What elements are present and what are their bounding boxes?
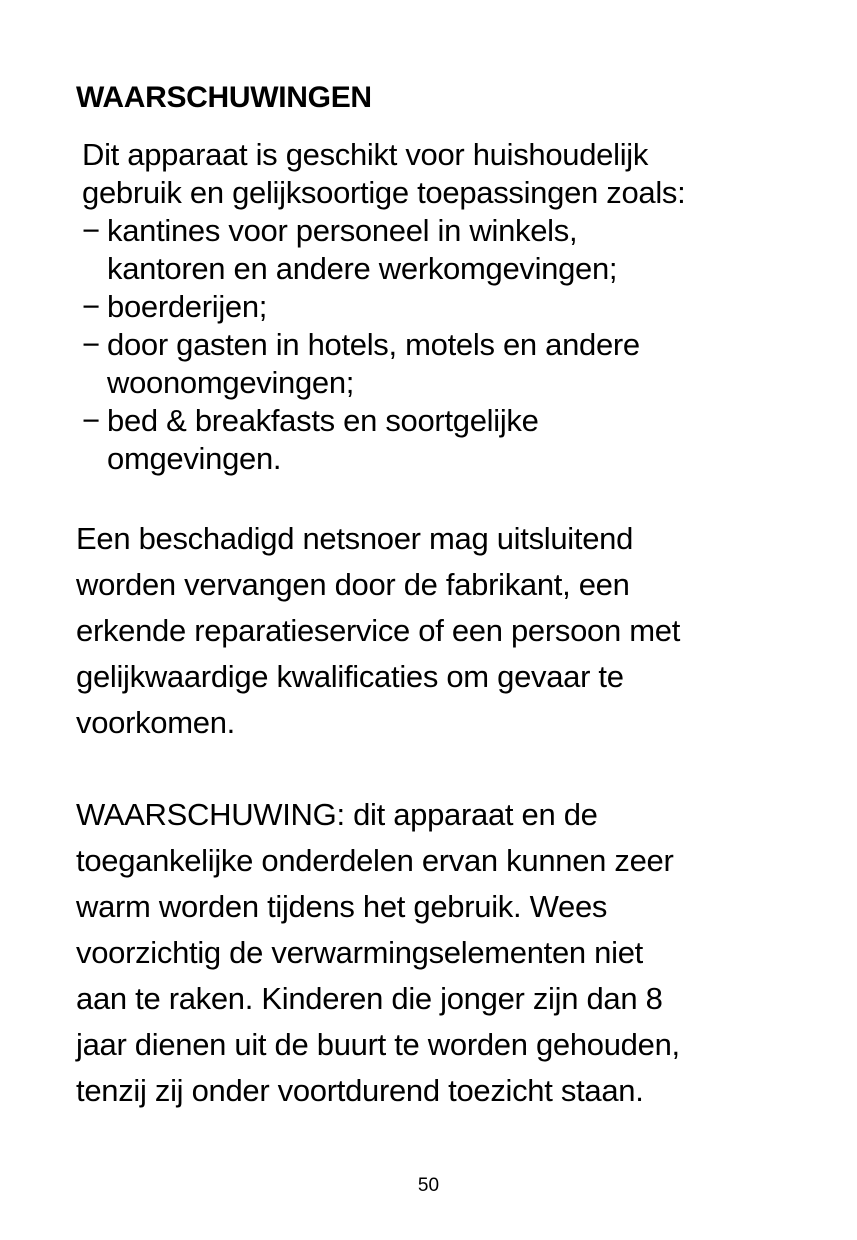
paragraph-line: erkende reparatieservice of een persoon met [76, 613, 681, 648]
intro-block [82, 136, 802, 478]
paragraph-line: gelijkwaardige kwalificaties om gevaar te [76, 659, 624, 694]
paragraph-line: warm worden tijdens het gebruik. Wees [76, 889, 608, 924]
section-heading: WAARSCHUWINGEN [76, 81, 372, 114]
dash-bullet: − [82, 327, 100, 362]
dash-bullet: − [82, 289, 100, 324]
list-item-text: bed & breakfasts en soortgelijke omgevingen. [107, 403, 539, 476]
paragraph-line: worden vervangen door de fabrikant, een [76, 567, 630, 602]
paragraph-line: voorkomen. [76, 705, 235, 740]
list-item [82, 212, 802, 288]
paragraph-line: tenzij zij onder voortdurend toezicht staan. [76, 1073, 644, 1108]
dash-bullet: − [82, 403, 100, 438]
paragraph-line: aan te raken. Kinderen die jonger zijn dan 8 [76, 981, 663, 1016]
list-item-text: door gasten in hotels, motels en andere woonomgevingen; [107, 327, 640, 400]
list-item [82, 326, 802, 402]
list-item-text: kantines voor personeel in winkels, kantoren en andere werkomgevingen; [107, 213, 618, 286]
paragraph-line: voorzichtig de verwarmingselementen niet [76, 935, 643, 970]
usage-list [82, 212, 802, 478]
dash-bullet: − [82, 213, 100, 248]
list-item [82, 402, 802, 478]
heat-warning-paragraph [76, 792, 796, 1114]
list-item [82, 288, 802, 326]
paragraph-line: Een beschadigd netsnoer mag uitsluitend [76, 521, 634, 556]
paragraph-line: jaar dienen uit de buurt te worden gehouden, [76, 1027, 680, 1062]
intro-line: gebruik en gelijksoortige toepassingen zoals: [82, 175, 686, 210]
intro-line: Dit apparaat is geschikt voor huishoudelijk [82, 137, 649, 172]
list-item-text: boerderijen; [107, 289, 268, 324]
paragraph-line: toegankelijke onderdelen ervan kunnen zeer [76, 843, 674, 878]
power-cord-paragraph [76, 516, 796, 746]
page-number: 50 [417, 1175, 440, 1196]
paragraph-line: WAARSCHUWING: dit apparaat en de [76, 797, 598, 832]
